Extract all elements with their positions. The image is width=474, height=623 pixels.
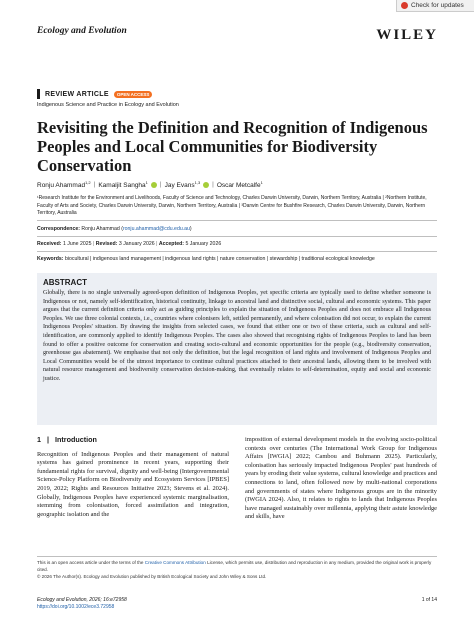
author-name[interactable]: Jay Evans$^{1,3}$ [164,180,201,190]
author-separator: | [159,181,162,189]
open-access-badge: OPEN ACCESS [114,91,153,98]
abstract-box [37,273,437,425]
page-number: 1 of 14 [421,597,437,603]
author-list [37,180,263,189]
check-updates-icon [401,2,408,9]
divider [37,236,437,237]
article-title: Revisiting the Definition and Recognition of Indigenous Peoples and Local Communities for Biodiversity Conservation [37,118,428,175]
body-column-left [37,436,229,519]
article-dates: Received: 1 June 2025 | Revised: 3 January 2026 | Accepted: 5 January 2026 [37,241,222,247]
body-column-right [245,436,437,522]
doi-link[interactable]: https://doi.org/10.1002/ece3.72958 [37,604,115,610]
author-name[interactable]: Oscar Metcalfe$^1$ [216,180,263,190]
journal-name: Ecology and Evolution [37,26,127,36]
abstract-heading: ABSTRACT [43,278,87,287]
section-heading: 1 | Introduction [37,435,97,444]
orcid-icon[interactable] [151,182,157,188]
author-separator: | [93,181,96,189]
article-type-marker [37,89,40,99]
page-footer [37,597,437,611]
author-name[interactable]: Kamaljit Sangha$^1$ [98,180,148,190]
divider [37,251,437,252]
correspondence-email-link[interactable]: ronju.ahammad@cdu.edu.au [122,226,190,232]
section-label: Indigenous Science and Practice in Ecology and Evolution [37,102,179,108]
affiliations: ¹Research Institute for the Environment and Livelihoods, Faculty of Science and Technology, Charles Darwin University, Darwin, Northern Territory, Australia | ²Northern Institute, Faculty of Arts and Society, Charles Darwin University, Darwin, Northern Territory, Australia | ³Darwin Centre for Bushfire Research, Charles Darwin University, Darwin, Northern Territory, Australia [37,195,427,216]
abstract-text: Globally, there is no single universally agreed-upon definition of Indigenous Peoples, yet specific criteria are typically used to define whether someone is Indigenous or not, namely self-identification, historical continuity, linkage to ancestral land and distinctive social, cultural and economic systems. This paper argues that the current definition criteria only act as guiding principles to explain the situation of Indigenous Peoples and does not embrace all Indigenous Peoples. We use three colonial contexts, i.e., countries where colonisers left, settled permanently, and where colonisation did not occur, to explain the current Indigenous Peoples' situation. By drawing the insights from selected cases, we found that either one or two of these criteria, such as cultural and self-identification, are commonly applied to identify Indigenous Peoples. The cases also showed that recognising rights of Indigenous Peoples to land has been found to offer a positive outcome for conservation and creating socio-cultural and economic opportunities for the people (e.g., biodiversity conservation, greenhouse gas abatement). We emphasise that not only the definition, but the legal recognition of land rights and involvement of Indigenous Peoples and Local Communities would be of the utmost importance to continue cultural practices attached to their ancestral lands, allowing them to be involved with natural resource management and biodiversity conservation decision-making, that eventually relates to self-determination, equity and social and economic justice. [43,290,431,382]
orcid-icon[interactable] [203,182,209,188]
author-name[interactable]: Ronju Ahammad$^{1,2}$ [37,180,91,190]
keywords: Keywords: biocultural | indigenous land management | indigenous land rights | nature conservation | stewardship | traditional ecological knowledge [37,256,375,262]
correspondence: Correspondence: Ronju Ahammad (ronju.ahammad@cdu.edu.au) [37,226,192,232]
intro-paragraph: Recognition of Indigenous Peoples and their management of natural systems has gained prominence in recent years, supporting their fundamental rights for survival, dignity and well-being (Intergovernmental Science-Policy Platform on Biodiversity and Ecosystem Services [IPBES] 2019, 2022; Rights and Resources Initiative 2023; Stevens et al. 2024). Globally, Indigenous Peoples have experienced systemic marginalisation, stemming from colonisation, forced assimilation and integration, geographic isolation and the [37,450,229,518]
divider [37,220,437,221]
article-type-row [37,89,152,99]
license-note: This is an open access article under the terms of the Creative Commons Attribution License, which permits use, distribution and reproduction in any medium, provided the original work is properly cited. © 2026 The Author(s). Ecology and Evolution published by British Ecological Society and John Wiley & Sons Ltd. [37,559,437,580]
footer-journal: Ecology and Evolution, 2026; 16:e72958 [37,597,127,603]
check-updates-label: Check for updates [411,2,464,9]
article-type: REVIEW ARTICLE [45,90,109,98]
divider [37,556,437,557]
check-for-updates-badge[interactable] [396,0,474,12]
intro-paragraph-continued: imposition of external development models in the evolving socio-political contexts over centuries (The International Work Group for Indigenous Affairs [IWGIA] 2022; Cambou and Buhmann 2025). Particularly, colonisation has seriously impacted Indigenous Peoples' past hundreds of years by eroding their value systems, cultural knowledge and practices and connections to land, often followed now by multi-national corporations and governments of states where Indigenous groups are in the minority (IWGIA 2024). Also, it relates to rights to lands that Indigenous Peoples have managed sustainably over millennia, applying their astute knowledge and skills, have [245,436,437,521]
copyright: © 2026 The Author(s). Ecology and Evolution published by British Ecological Society and John Wiley & Sons Ltd. [37,574,267,579]
author-separator: | [212,181,214,189]
license-link[interactable]: Creative Commons Attribution [144,560,206,565]
publisher-logo: WILEY [376,27,438,43]
